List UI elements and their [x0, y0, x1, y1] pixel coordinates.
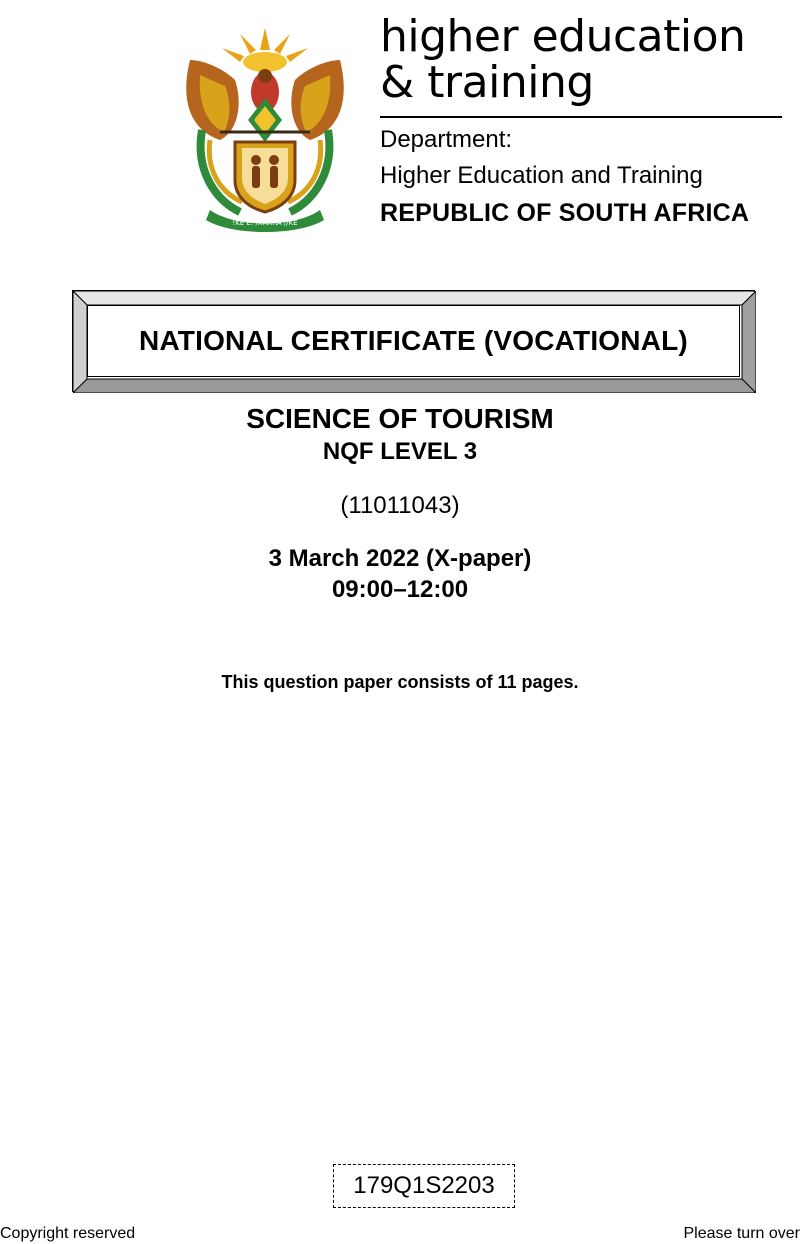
- department-name: Higher Education and Training: [380, 162, 703, 189]
- certificate-title-box: [87, 305, 740, 377]
- paper-code: 179Q1S2203: [353, 1172, 495, 1199]
- coat-of-arms-icon: [180, 20, 350, 232]
- department-branding: [380, 11, 782, 228]
- subject-title: SCIENCE OF TOURISM: [246, 403, 554, 434]
- subject-code: (11011043): [340, 492, 460, 519]
- nqf-level: NQF LEVEL 3: [322, 438, 478, 465]
- exam-time: 09:00–12:00: [331, 576, 469, 603]
- crest-motto: !KE E: /XARRA //KE: [232, 219, 298, 227]
- paper-code-box: [333, 1164, 515, 1208]
- department-label: Department:: [380, 126, 513, 153]
- brand-divider: [380, 116, 782, 118]
- brand-line-higher-education: higher education: [380, 11, 746, 62]
- country-name: REPUBLIC OF SOUTH AFRICA: [380, 199, 750, 227]
- footer-copyright: Copyright reserved: [0, 1225, 136, 1242]
- brand-line-training: & training: [380, 57, 594, 108]
- page-count-note: This question paper consists of 11 pages.: [221, 672, 579, 692]
- footer-turn-over: Please turn over: [683, 1225, 800, 1242]
- exam-date: 3 March 2022 (X-paper): [268, 545, 532, 572]
- certificate-title: NATIONAL CERTIFICATE (VOCATIONAL): [139, 325, 688, 356]
- certificate-title-frame: [72, 290, 755, 392]
